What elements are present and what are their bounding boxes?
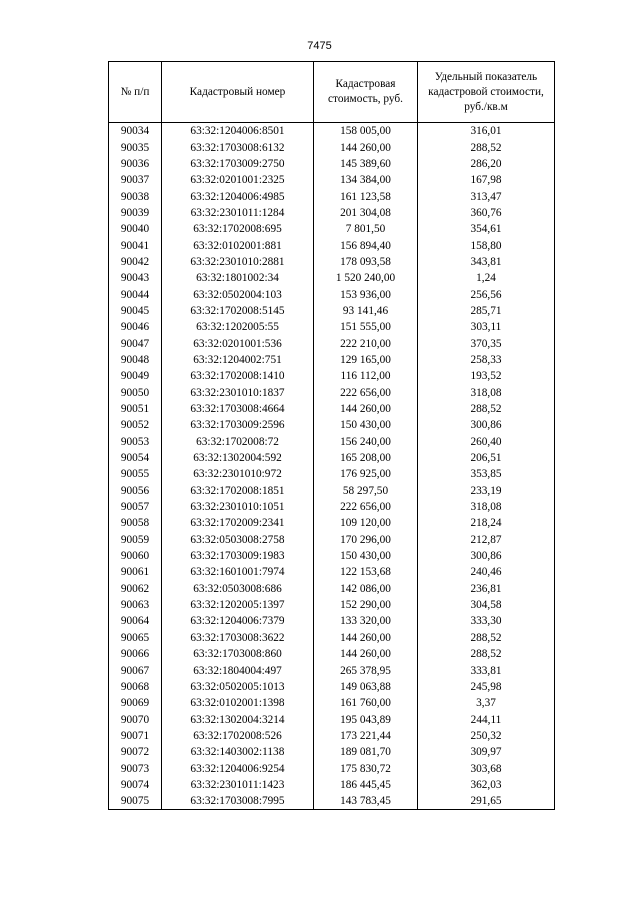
cadastral-number: 63:32:1403002:1138 [162,744,314,760]
row-index: 90050 [109,385,162,401]
cadastral-value: 134 384,00 [314,172,418,188]
row-index: 90041 [109,237,162,253]
specific-value: 256,56 [418,286,555,302]
cadastral-value: 142 086,00 [314,581,418,597]
cadastral-value: 143 783,45 [314,793,418,810]
specific-value: 316,01 [418,123,555,140]
cadastral-value: 1 520 240,00 [314,270,418,286]
table-row [109,515,555,531]
table-row [109,777,555,793]
cadastral-number: 63:32:0201001:2325 [162,172,314,188]
row-index: 90036 [109,156,162,172]
row-index: 90057 [109,499,162,515]
cadastral-number: 63:32:1703009:2596 [162,417,314,433]
row-index: 90054 [109,450,162,466]
cadastral-number: 63:32:0503008:2758 [162,532,314,548]
table-row [109,205,555,221]
cadastral-value: 178 093,58 [314,254,418,270]
cadastral-number: 63:32:1204006:8501 [162,123,314,140]
row-index: 90065 [109,630,162,646]
specific-value: 206,51 [418,450,555,466]
specific-value: 3,37 [418,695,555,711]
header-specific-value: Удельный показатель кадастровой стоимости, руб./кв.м [418,62,555,123]
table-row [109,401,555,417]
cadastral-value: 144 260,00 [314,630,418,646]
table-row [109,172,555,188]
cadastral-number: 63:32:0503008:686 [162,581,314,597]
cadastral-number: 63:32:2301010:2881 [162,254,314,270]
specific-value: 288,52 [418,139,555,155]
row-index: 90070 [109,711,162,727]
cadastral-number: 63:32:2301011:1423 [162,777,314,793]
cadastral-value: 150 430,00 [314,548,418,564]
specific-value: 360,76 [418,205,555,221]
table-row [109,532,555,548]
table-row [109,760,555,776]
specific-value: 260,40 [418,434,555,450]
cadastral-value: 222 656,00 [314,385,418,401]
cadastral-number: 63:32:1703008:860 [162,646,314,662]
row-index: 90038 [109,188,162,204]
row-index: 90058 [109,515,162,531]
specific-value: 309,97 [418,744,555,760]
cadastral-number: 63:32:2301010:972 [162,466,314,482]
specific-value: 193,52 [418,368,555,384]
table-row [109,744,555,760]
header-index: № п/п [109,62,162,123]
row-index: 90062 [109,581,162,597]
cadastral-number: 63:32:1204006:4985 [162,188,314,204]
page-number: 7475 [307,40,332,52]
specific-value: 285,71 [418,303,555,319]
cadastral-number: 63:32:1702008:1410 [162,368,314,384]
cadastral-number: 63:32:1801002:34 [162,270,314,286]
cadastral-value: 201 304,08 [314,205,418,221]
table-row [109,319,555,335]
cadastral-number: 63:32:1204002:751 [162,352,314,368]
cadastral-value: 265 378,95 [314,662,418,678]
cadastral-number: 63:32:2301010:1051 [162,499,314,515]
cadastral-value: 122 153,68 [314,564,418,580]
specific-value: 300,86 [418,548,555,564]
specific-value: 212,87 [418,532,555,548]
cadastral-value: 149 063,88 [314,679,418,695]
specific-value: 167,98 [418,172,555,188]
specific-value: 240,46 [418,564,555,580]
table-row [109,156,555,172]
specific-value: 353,85 [418,466,555,482]
cadastral-number: 63:32:1703008:6132 [162,139,314,155]
specific-value: 362,03 [418,777,555,793]
row-index: 90051 [109,401,162,417]
row-index: 90075 [109,793,162,810]
cadastral-value: 7 801,50 [314,221,418,237]
cadastral-value: 144 260,00 [314,139,418,155]
specific-value: 370,35 [418,335,555,351]
cadastral-value: 189 081,70 [314,744,418,760]
table-row [109,286,555,302]
cadastre-table [108,61,555,810]
cadastral-value: 173 221,44 [314,728,418,744]
cadastral-number: 63:32:1702008:526 [162,728,314,744]
specific-value: 318,08 [418,385,555,401]
row-index: 90063 [109,597,162,613]
specific-value: 218,24 [418,515,555,531]
row-index: 90066 [109,646,162,662]
cadastral-number: 63:32:1202005:55 [162,319,314,335]
cadastral-number: 63:32:1702008:5145 [162,303,314,319]
table-row [109,728,555,744]
specific-value: 291,65 [418,793,555,810]
table-row [109,711,555,727]
cadastral-number: 63:32:0502005:1013 [162,679,314,695]
cadastral-value: 222 656,00 [314,499,418,515]
row-index: 90068 [109,679,162,695]
table-row [109,237,555,253]
specific-value: 354,61 [418,221,555,237]
row-index: 90044 [109,286,162,302]
specific-value: 244,11 [418,711,555,727]
cadastral-number: 63:32:1204006:9254 [162,760,314,776]
table-row [109,679,555,695]
specific-value: 236,81 [418,581,555,597]
cadastral-number: 63:32:1702008:72 [162,434,314,450]
specific-value: 288,52 [418,646,555,662]
row-index: 90072 [109,744,162,760]
cadastral-value: 156 894,40 [314,237,418,253]
cadastral-value: 175 830,72 [314,760,418,776]
cadastral-value: 222 210,00 [314,335,418,351]
table-row [109,646,555,662]
row-index: 90056 [109,483,162,499]
cadastral-value: 161 123,58 [314,188,418,204]
table-row [109,483,555,499]
cadastral-number: 63:32:2301010:1837 [162,385,314,401]
row-index: 90060 [109,548,162,564]
row-index: 90052 [109,417,162,433]
cadastral-value: 186 445,45 [314,777,418,793]
specific-value: 288,52 [418,401,555,417]
cadastral-value: 145 389,60 [314,156,418,172]
cadastral-number: 63:32:1302004:592 [162,450,314,466]
row-index: 90049 [109,368,162,384]
table-row [109,630,555,646]
table-row [109,793,555,810]
table-row [109,188,555,204]
row-index: 90037 [109,172,162,188]
row-index: 90071 [109,728,162,744]
table-row [109,270,555,286]
cadastral-value: 158 005,00 [314,123,418,140]
cadastral-value: 176 925,00 [314,466,418,482]
cadastral-value: 165 208,00 [314,450,418,466]
table-row [109,352,555,368]
cadastral-value: 109 120,00 [314,515,418,531]
table-row [109,548,555,564]
cadastral-number: 63:32:1702008:1851 [162,483,314,499]
cadastral-number: 63:32:1601001:7974 [162,564,314,580]
specific-value: 286,20 [418,156,555,172]
cadastral-number: 63:32:0102001:1398 [162,695,314,711]
table-row [109,450,555,466]
cadastral-value: 153 936,00 [314,286,418,302]
table-row [109,564,555,580]
table-row [109,613,555,629]
table-row [109,139,555,155]
cadastral-number: 63:32:0102001:881 [162,237,314,253]
row-index: 90040 [109,221,162,237]
table-row [109,368,555,384]
table-row [109,597,555,613]
row-index: 90069 [109,695,162,711]
row-index: 90067 [109,662,162,678]
specific-value: 1,24 [418,270,555,286]
cadastral-value: 129 165,00 [314,352,418,368]
specific-value: 250,32 [418,728,555,744]
specific-value: 343,81 [418,254,555,270]
specific-value: 318,08 [418,499,555,515]
cadastral-value: 152 290,00 [314,597,418,613]
cadastral-value: 151 555,00 [314,319,418,335]
cadastral-number: 63:32:1702009:2341 [162,515,314,531]
cadastral-number: 63:32:1703008:7995 [162,793,314,810]
cadastral-number: 63:32:1703009:2750 [162,156,314,172]
table-row [109,417,555,433]
header-cadastral-value: Кадастровая стоимость, руб. [314,62,418,123]
cadastral-number: 63:32:0201001:536 [162,335,314,351]
row-index: 90048 [109,352,162,368]
specific-value: 300,86 [418,417,555,433]
specific-value: 245,98 [418,679,555,695]
header-cadastral-number: Кадастровый номер [162,62,314,123]
cadastral-value: 116 112,00 [314,368,418,384]
cadastral-value: 58 297,50 [314,483,418,499]
cadastral-number: 63:32:1703009:1983 [162,548,314,564]
table-row [109,662,555,678]
table-header [109,62,555,123]
cadastral-value: 195 043,89 [314,711,418,727]
specific-value: 258,33 [418,352,555,368]
table-row [109,385,555,401]
specific-value: 233,19 [418,483,555,499]
table-row [109,335,555,351]
row-index: 90046 [109,319,162,335]
row-index: 90074 [109,777,162,793]
row-index: 90061 [109,564,162,580]
table-body [109,123,555,810]
cadastral-value: 144 260,00 [314,646,418,662]
table-row [109,581,555,597]
cadastral-value: 156 240,00 [314,434,418,450]
row-index: 90042 [109,254,162,270]
cadastral-number: 63:32:1804004:497 [162,662,314,678]
cadastral-number: 63:32:2301011:1284 [162,205,314,221]
cadastral-number: 63:32:1202005:1397 [162,597,314,613]
row-index: 90064 [109,613,162,629]
specific-value: 303,68 [418,760,555,776]
table-row [109,434,555,450]
cadastral-value: 133 320,00 [314,613,418,629]
row-index: 90053 [109,434,162,450]
cadastral-number: 63:32:1702008:695 [162,221,314,237]
cadastral-value: 150 430,00 [314,417,418,433]
cadastral-number: 63:32:1703008:4664 [162,401,314,417]
table-row [109,221,555,237]
cadastral-number: 63:32:1703008:3622 [162,630,314,646]
specific-value: 288,52 [418,630,555,646]
specific-value: 313,47 [418,188,555,204]
table-row [109,254,555,270]
table-row [109,466,555,482]
row-index: 90047 [109,335,162,351]
table-row [109,695,555,711]
cadastral-value: 144 260,00 [314,401,418,417]
specific-value: 303,11 [418,319,555,335]
specific-value: 333,81 [418,662,555,678]
row-index: 90043 [109,270,162,286]
cadastral-value: 170 296,00 [314,532,418,548]
row-index: 90039 [109,205,162,221]
row-index: 90034 [109,123,162,140]
specific-value: 304,58 [418,597,555,613]
row-index: 90035 [109,139,162,155]
row-index: 90059 [109,532,162,548]
table-row [109,123,555,140]
table-row [109,499,555,515]
cadastral-number: 63:32:1204006:7379 [162,613,314,629]
specific-value: 333,30 [418,613,555,629]
table-row [109,303,555,319]
cadastral-value: 161 760,00 [314,695,418,711]
specific-value: 158,80 [418,237,555,253]
cadastral-number: 63:32:1302004:3214 [162,711,314,727]
row-index: 90073 [109,760,162,776]
row-index: 90055 [109,466,162,482]
cadastral-value: 93 141,46 [314,303,418,319]
row-index: 90045 [109,303,162,319]
cadastral-number: 63:32:0502004:103 [162,286,314,302]
